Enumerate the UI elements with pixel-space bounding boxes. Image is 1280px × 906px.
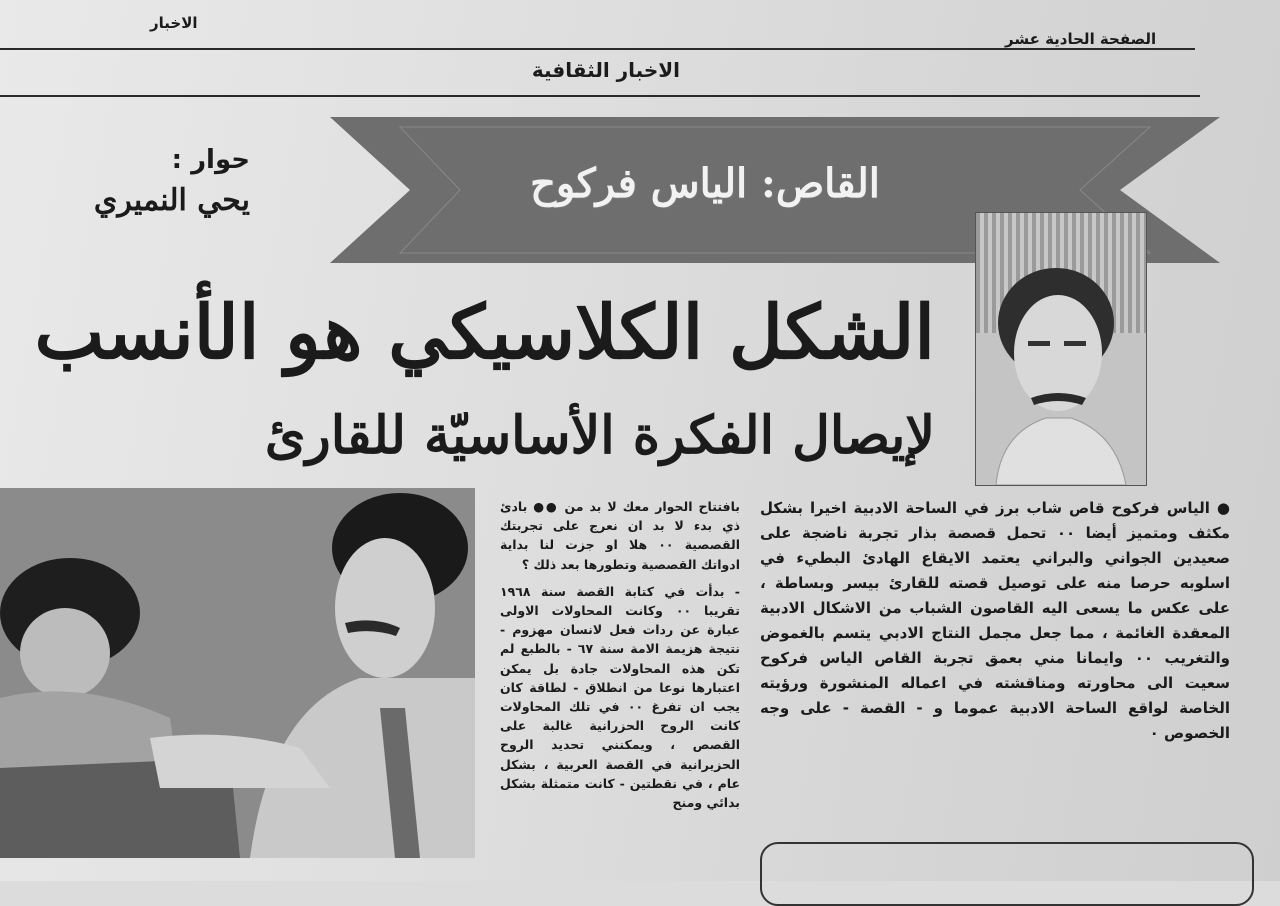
- author-portrait-photo: [975, 212, 1147, 486]
- section-title: الاخبار الثقافية: [531, 58, 680, 82]
- interviewer-name: يحي النميري: [93, 183, 250, 218]
- header-rule-top: [0, 48, 1195, 50]
- interview-column: [500, 497, 740, 812]
- bottom-boxed-section: [760, 842, 1254, 906]
- interview-label: حوار :: [171, 145, 250, 175]
- interview-question: بافتتاح الحوار معك لا بد من ●● بادئ ذي بدء لا بد ان نعرج على تجربتك القصصية ٠٠ هلا او جزت لنا بداية ادواتك القصصية وتطورها بعد ذلك ؟: [500, 499, 740, 572]
- headline-sub: لإيصال الفكرة الأساسيّة للقارئ: [264, 405, 935, 466]
- banner-title: القاص: الياس فركوح: [530, 160, 880, 207]
- headline-main: الشكل الكلاسيكي هو الأنسب: [34, 290, 935, 376]
- header-rule-bottom: [0, 95, 1200, 97]
- intro-paragraph: ● الياس فركوح قاص شاب برز في الساحة الادبية اخيرا بشكل مكثف ومتميز أيضا ٠٠ تحمل قصصة بذار تجربة ناضجة على صعيدين الجواني والبراني يعتمد الايقاع الهادئ البطيء في اسلوبه حرصا منه على توصيل قصته للقارئ بيسر وبساطة ، على عكس ما يسعى اليه القاصون الشباب من الاشكال الادبية المعقدة الغائمة ، مما جعل مجمل النتاج الادبي يتسم بالغموض والتغريب ٠٠ وايمانا مني بعمق تجربة القاص الياس فركوح سعيت الى محاورته ومناقشته في اعماله المنشورة ورؤيته الخاصة لواقع الساحة الادبية عموما و - القصة - على وجه الخصوص ٠: [760, 499, 1230, 742]
- page-label: الصفحة الحادية عشر: [1005, 30, 1157, 48]
- interview-answer: - بدأت في كتابة القصة سنة ١٩٦٨ تقريبا ٠٠ وكانت المحاولات الاولى عبارة عن ردات فعل لانسان مهزوم - نتيجة هزيمة الامة سنة ٦٧ - بالطبع لم تكن هذه المحاولات جادة بل يمكن اعتبارها نوعا من انطلاق - لطاقة كان يجب ان تفرغ ٠٠ في تلك المحاولات كانت الروح الحزرانية غالبة على القصص ، ويمكنني تحديد الروح الحزيرانية في القصة العربية ، بشكل عام ، في نقطتين - كانت متمثلة بشكل بدائي ومنح: [500, 583, 740, 811]
- intro-column: [760, 496, 1230, 746]
- publication-name: الاخبار: [150, 14, 198, 32]
- interview-photo: [0, 488, 475, 858]
